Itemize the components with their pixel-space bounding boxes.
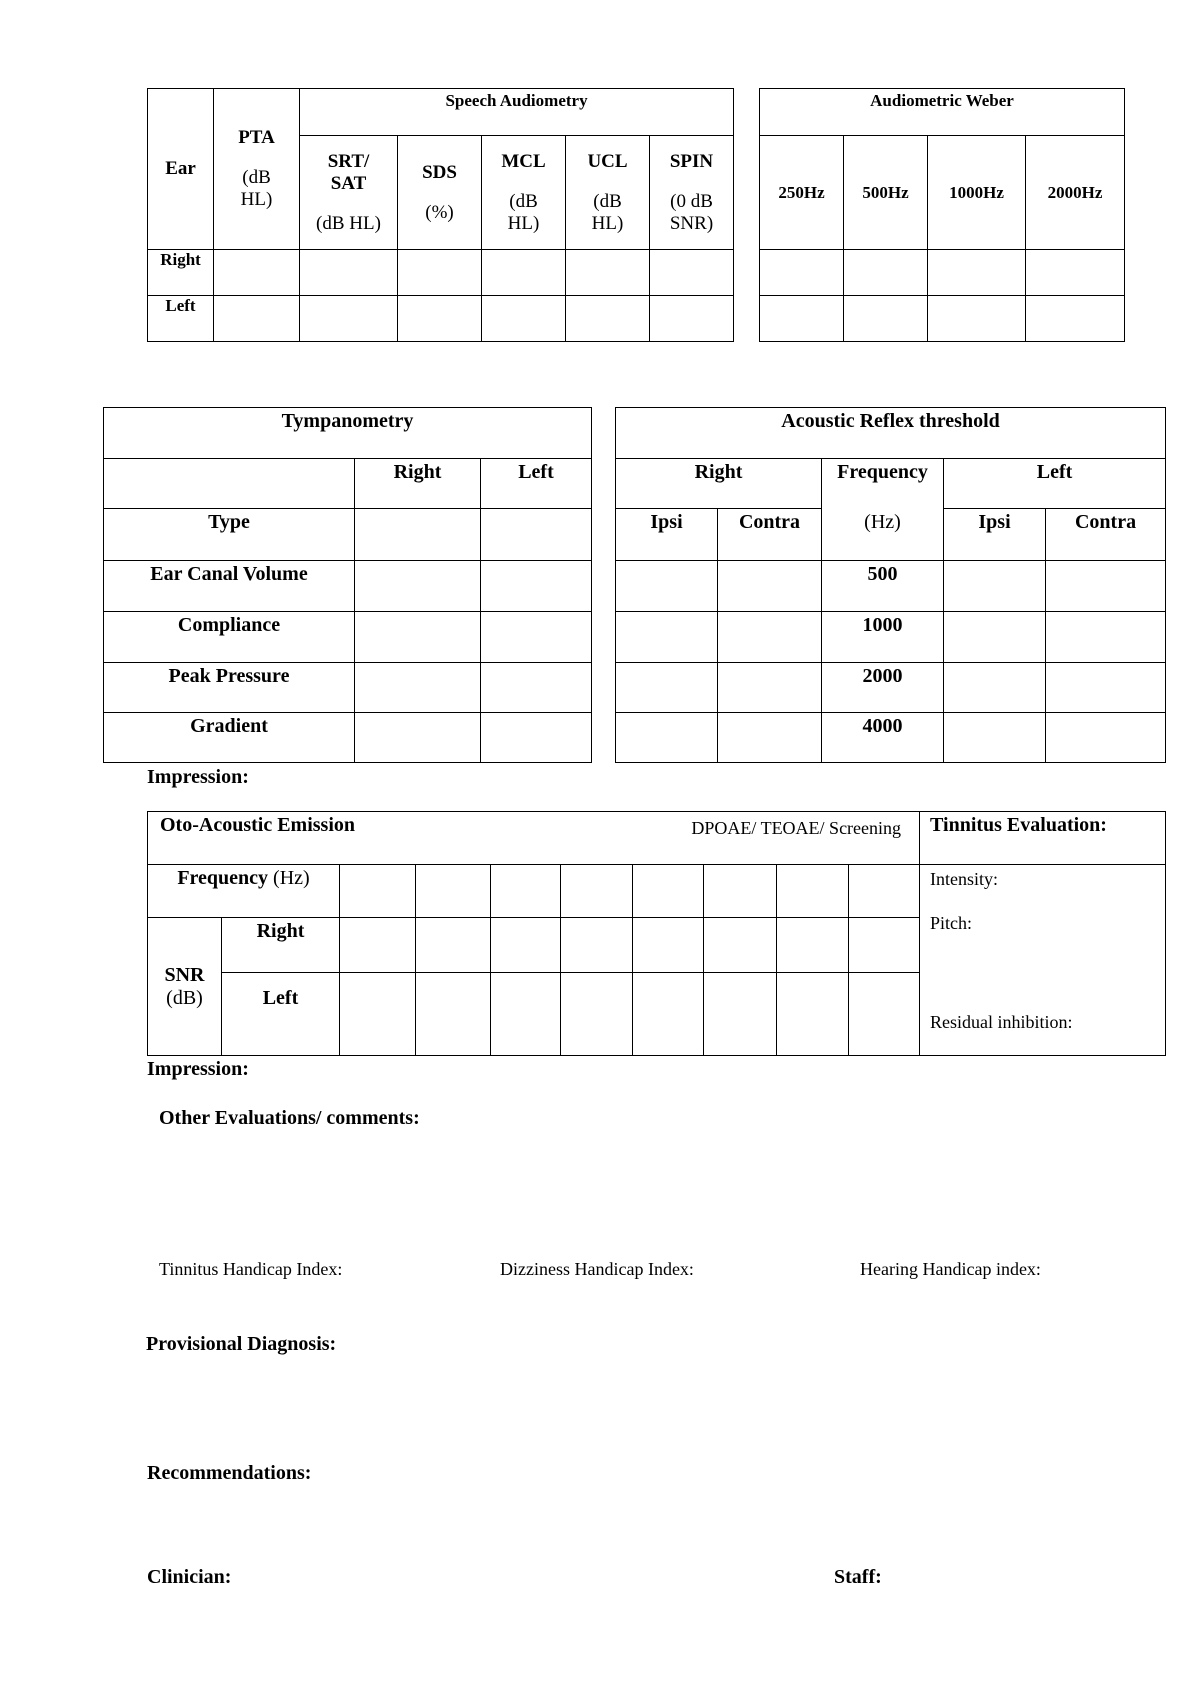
reflex-freq-1000: 1000 bbox=[822, 612, 944, 663]
spin-right-cell[interactable] bbox=[650, 250, 734, 296]
oae-right-cell[interactable] bbox=[340, 918, 416, 973]
weber-cell[interactable] bbox=[1026, 250, 1125, 296]
weber-cell[interactable] bbox=[928, 250, 1026, 296]
table-row bbox=[616, 663, 1166, 713]
weber-cell[interactable] bbox=[928, 296, 1026, 342]
oae-freq-cell[interactable] bbox=[561, 865, 633, 918]
reflex-cell[interactable] bbox=[718, 561, 822, 612]
tymp-right-header: Right bbox=[355, 459, 481, 509]
oae-right-cell[interactable] bbox=[704, 918, 777, 973]
table-row bbox=[104, 713, 592, 763]
oae-right-cell[interactable] bbox=[777, 918, 849, 973]
oae-left-cell[interactable] bbox=[491, 973, 561, 1056]
oae-left-cell[interactable] bbox=[561, 973, 633, 1056]
weber-freq-1000: 1000Hz bbox=[928, 136, 1026, 250]
table-row bbox=[104, 663, 592, 713]
weber-cell[interactable] bbox=[844, 250, 928, 296]
weber-title: Audiometric Weber bbox=[760, 89, 1125, 136]
tymp-compliance-right[interactable] bbox=[355, 612, 481, 663]
reflex-cell[interactable] bbox=[944, 561, 1046, 612]
reflex-title: Acoustic Reflex threshold bbox=[616, 408, 1166, 459]
speech-audiometry-title: Speech Audiometry bbox=[300, 89, 734, 136]
table-row bbox=[148, 250, 734, 296]
reflex-frequency-header: Frequency bbox=[822, 459, 944, 509]
sds-header: SDS (%) bbox=[398, 136, 482, 250]
ucl-header: UCL (dB HL) bbox=[566, 136, 650, 250]
weber-cell[interactable] bbox=[1026, 296, 1125, 342]
reflex-cell[interactable] bbox=[1046, 612, 1166, 663]
tinnitus-pitch[interactable]: Pitch: bbox=[930, 913, 973, 933]
oae-right-cell[interactable] bbox=[633, 918, 704, 973]
table-row bbox=[616, 713, 1166, 763]
tinnitus-title: Tinnitus Evaluation: bbox=[920, 812, 1166, 865]
reflex-right-header: Right bbox=[616, 459, 822, 509]
ucl-right-cell[interactable] bbox=[566, 250, 650, 296]
reflex-cell[interactable] bbox=[718, 612, 822, 663]
hearing-handicap-index-label: Hearing Handicap index: bbox=[860, 1259, 1041, 1279]
oae-left-label: Left bbox=[222, 973, 340, 1056]
reflex-cell[interactable] bbox=[616, 663, 718, 713]
tymp-compliance-left[interactable] bbox=[481, 612, 592, 663]
provisional-diagnosis-label: Provisional Diagnosis: bbox=[146, 1333, 337, 1355]
oae-freq-cell[interactable] bbox=[704, 865, 777, 918]
reflex-cell[interactable] bbox=[718, 713, 822, 763]
reflex-cell[interactable] bbox=[1046, 713, 1166, 763]
tymp-type-right[interactable] bbox=[355, 509, 481, 561]
reflex-left-header: Left bbox=[944, 459, 1166, 509]
srt-right-cell[interactable] bbox=[300, 250, 398, 296]
oae-right-cell[interactable] bbox=[561, 918, 633, 973]
mcl-left-cell[interactable] bbox=[482, 296, 566, 342]
tymp-ecv-label: Ear Canal Volume bbox=[104, 561, 355, 612]
reflex-cell[interactable] bbox=[944, 612, 1046, 663]
acoustic-reflex-table bbox=[615, 407, 1166, 763]
table-row bbox=[104, 561, 592, 612]
reflex-cell[interactable] bbox=[616, 612, 718, 663]
table-row bbox=[616, 612, 1166, 663]
table-row bbox=[148, 865, 1166, 918]
reflex-left-ipsi: Ipsi bbox=[944, 509, 1046, 561]
speech-audiometry-table bbox=[147, 88, 734, 342]
reflex-hz-unit: (Hz) bbox=[822, 509, 944, 561]
tympanometry-table bbox=[103, 407, 592, 763]
oae-right-cell[interactable] bbox=[491, 918, 561, 973]
tympanometry-title: Tympanometry bbox=[104, 408, 592, 459]
tymp-ecv-right[interactable] bbox=[355, 561, 481, 612]
weber-cell[interactable] bbox=[844, 296, 928, 342]
tymp-gradient-left[interactable] bbox=[481, 713, 592, 763]
audiometric-weber-table bbox=[759, 88, 1125, 342]
row-label-right: Right bbox=[148, 250, 214, 296]
pta-right-cell[interactable] bbox=[214, 250, 300, 296]
table-row bbox=[104, 509, 592, 561]
reflex-freq-500: 500 bbox=[822, 561, 944, 612]
oae-left-cell[interactable] bbox=[777, 973, 849, 1056]
reflex-freq-4000: 4000 bbox=[822, 713, 944, 763]
weber-cell[interactable] bbox=[760, 250, 844, 296]
staff-label: Staff: bbox=[834, 1566, 882, 1588]
tymp-left-header: Left bbox=[481, 459, 592, 509]
tympanometry-impression-label: Impression: bbox=[147, 766, 249, 788]
oae-freq-cell[interactable] bbox=[340, 865, 416, 918]
srt-header: SRT/ SAT (dB HL) bbox=[300, 136, 398, 250]
tinnitus-handicap-index-label: Tinnitus Handicap Index: bbox=[159, 1259, 343, 1279]
oae-left-cell[interactable] bbox=[849, 973, 920, 1056]
tinnitus-residual-inhibition[interactable]: Residual inhibition: bbox=[930, 1012, 1073, 1032]
dizziness-handicap-index-label: Dizziness Handicap Index: bbox=[500, 1259, 694, 1279]
clinician-label: Clinician: bbox=[147, 1566, 232, 1588]
oae-freq-cell[interactable] bbox=[633, 865, 704, 918]
oae-types: DPOAE/ TEOAE/ Screening bbox=[691, 818, 902, 838]
oae-left-cell[interactable] bbox=[340, 973, 416, 1056]
oae-tinnitus-table bbox=[147, 811, 1166, 1056]
tymp-gradient-label: Gradient bbox=[104, 713, 355, 763]
ear-header: Ear bbox=[148, 89, 214, 250]
mcl-header: MCL (dB HL) bbox=[482, 136, 566, 250]
tinnitus-details-cell bbox=[920, 865, 1166, 1056]
oae-right-cell[interactable] bbox=[416, 918, 491, 973]
sds-right-cell[interactable] bbox=[398, 250, 482, 296]
ucl-left-cell[interactable] bbox=[566, 296, 650, 342]
weber-cell[interactable] bbox=[760, 296, 844, 342]
oae-left-cell[interactable] bbox=[704, 973, 777, 1056]
tymp-peak-right[interactable] bbox=[355, 663, 481, 713]
reflex-left-contra: Contra bbox=[1046, 509, 1166, 561]
reflex-cell[interactable] bbox=[944, 663, 1046, 713]
oae-title: Oto-Acoustic Emission bbox=[160, 814, 355, 836]
tymp-gradient-right[interactable] bbox=[355, 713, 481, 763]
reflex-right-contra: Contra bbox=[718, 509, 822, 561]
reflex-cell[interactable] bbox=[944, 713, 1046, 763]
mcl-right-cell[interactable] bbox=[482, 250, 566, 296]
table-row bbox=[104, 612, 592, 663]
table-row bbox=[148, 296, 734, 342]
oae-freq-cell[interactable] bbox=[849, 865, 920, 918]
other-evaluations-label: Other Evaluations/ comments: bbox=[159, 1107, 420, 1129]
oae-snr-label: SNR (dB) bbox=[148, 918, 222, 1056]
tymp-peak-left[interactable] bbox=[481, 663, 592, 713]
tymp-ecv-left[interactable] bbox=[481, 561, 592, 612]
tymp-compliance-label: Compliance bbox=[104, 612, 355, 663]
reflex-cell[interactable] bbox=[1046, 561, 1166, 612]
tymp-peak-label: Peak Pressure bbox=[104, 663, 355, 713]
reflex-right-ipsi: Ipsi bbox=[616, 509, 718, 561]
reflex-cell[interactable] bbox=[616, 561, 718, 612]
oae-right-cell[interactable] bbox=[849, 918, 920, 973]
reflex-cell[interactable] bbox=[1046, 663, 1166, 713]
spin-left-cell[interactable] bbox=[650, 296, 734, 342]
table-row bbox=[616, 561, 1166, 612]
table-row bbox=[760, 250, 1125, 296]
table-row bbox=[760, 296, 1125, 342]
srt-left-cell[interactable] bbox=[300, 296, 398, 342]
sds-left-cell[interactable] bbox=[398, 296, 482, 342]
reflex-freq-2000: 2000 bbox=[822, 663, 944, 713]
weber-freq-250: 250Hz bbox=[760, 136, 844, 250]
pta-left-cell[interactable] bbox=[214, 296, 300, 342]
tinnitus-intensity[interactable]: Intensity: bbox=[930, 869, 999, 889]
tymp-type-left[interactable] bbox=[481, 509, 592, 561]
pta-header: PTA (dB HL) bbox=[214, 89, 300, 250]
oae-impression-label: Impression: bbox=[147, 1058, 249, 1080]
recommendations-label: Recommendations: bbox=[147, 1462, 312, 1484]
oae-frequency-label: Frequency (Hz) bbox=[148, 865, 340, 918]
row-label-left: Left bbox=[148, 296, 214, 342]
oae-title-cell bbox=[148, 812, 920, 865]
reflex-cell[interactable] bbox=[718, 663, 822, 713]
weber-freq-2000: 2000Hz bbox=[1026, 136, 1125, 250]
oae-left-cell[interactable] bbox=[633, 973, 704, 1056]
oae-right-label: Right bbox=[222, 918, 340, 973]
spin-header: SPIN (0 dB SNR) bbox=[650, 136, 734, 250]
tymp-type-label: Type bbox=[104, 509, 355, 561]
oae-freq-cell[interactable] bbox=[491, 865, 561, 918]
reflex-cell[interactable] bbox=[616, 713, 718, 763]
oae-freq-cell[interactable] bbox=[777, 865, 849, 918]
oae-freq-cell[interactable] bbox=[416, 865, 491, 918]
oae-left-cell[interactable] bbox=[416, 973, 491, 1056]
weber-freq-500: 500Hz bbox=[844, 136, 928, 250]
